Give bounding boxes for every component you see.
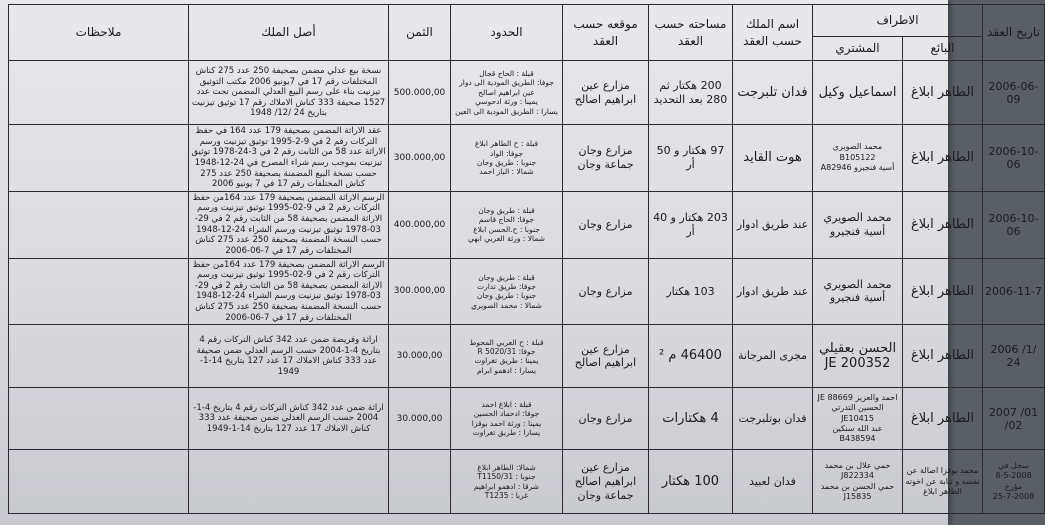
cell-origin: اراثة ضمن عدد 342 كناش التركات رقم 4 بتاريخ 4-1-2004 حسب الرسم العدلي ضمن صحيفة عدد 333 كناش الاملاك 17 عدد 127 بتاريخ 14-1-1949 (189, 388, 389, 450)
cell-notes (9, 61, 189, 125)
cell-buyer: محمد الصويري أسية فنجيرو (813, 258, 903, 325)
header-area: مساحته حسب العقد (649, 5, 733, 61)
cell-origin: الرسم الاراثة المضمن بصحيفة 179 عدد 164من حفظ التركات رقم 2 في 9-02-1995 توثيق تيزنيت ورسم الاراثة المضمن بصحيفة 58 من الثابت رقم 2 في 29-03-1978 توثيق تيزنيت ورسم الشراء 24-12-1948 حسب النسخة المضمنة بصحيفة 250 عدد 275 كناش المختلفات رقم 17 في 7-06-2006 (189, 191, 389, 258)
header-row (9, 5, 1045, 37)
cell-price: 400.000,00 (389, 191, 451, 258)
cell-origin: عقد الاراثة المضمن بصحيفة 179 عدد 164 في حفظ التركات رقم 2 في 9-2-1995 توثيق تيزنيت ورسم الاراثة عدد 58 من الثابت رقم 2 في 3-24-1978 توثيق تيزنيت بموجب رسم شراء المصرح في 24-12-1948 حسب نسخة البيع المضمنة بصحيفة 250 عدد 275 كناش المختلفات رقم 17 في 7 يونيو 2006 (189, 125, 389, 192)
cell-date: 2006-06-09 (983, 61, 1045, 125)
cell-notes (9, 125, 189, 192)
table-row (9, 191, 1045, 258)
cell-buyer: محمد الصويري أسية فنجيرو (813, 191, 903, 258)
cell-property: فدان بوتلبرجت (733, 388, 813, 450)
cell-property: هوت القايد (733, 125, 813, 192)
cell-location: مزارع وجان (563, 258, 649, 325)
header-price: الثمن (389, 5, 451, 61)
cell-boundaries: قبلة : طريق وجان جوفا: الحاج قاسم جنوبا : ح.الحسن ابلاغ شمالا : ورثة العربي ابهي (451, 191, 563, 258)
cell-price (389, 450, 451, 514)
cell-price: 300.000,00 (389, 125, 451, 192)
cell-boundaries: قبلة : ابلاغ احمد جوفا: ادحماد الحسين يمينا : ورثة احمد بوقزا يسارا : طريق تغراوت (451, 388, 563, 450)
cell-date: 2006-10-06 (983, 125, 1045, 192)
cell-area: 100 هكتار (649, 450, 733, 514)
cell-boundaries: قبلة : الحاج قجال جوفا: الطريق المودية الى دوار عين ابراهيم اصالح يمينا : ورثة ادحوسي يسارا : الطريق المودية الى العين (451, 61, 563, 125)
cell-buyer: احمد والعزيز JE 88669 الحسين التدرتي JE10415 عبد الله سنكين B438594 (813, 388, 903, 450)
header-buyer: المشتري (813, 37, 903, 61)
cell-property: عند طريق ادوار (733, 191, 813, 258)
cell-buyer: محمد الصويري B105122 أسية فنجيرو A82946 (813, 125, 903, 192)
cell-price: 30.000,00 (389, 325, 451, 388)
cell-price: 500.000,00 (389, 61, 451, 125)
cell-price: 30.000,00 (389, 388, 451, 450)
table-row (9, 61, 1045, 125)
cell-location: مزارع وجان جماعة وجان (563, 125, 649, 192)
cell-location: مزارع وجان (563, 191, 649, 258)
header-seller: البائع (903, 37, 983, 61)
cell-origin: نسخة بيع عدلي مضمن بصحيفة 250 عدد 275 كناش المختلفات رقم 17 في 7يونيو 2006 مكتب التوثيق تيزنيت بناء على رسم البيع العدلي المضمن تحت عدد 1527 صحيفة 333 كناش الاملاك رقم 17 توثيق تيزنيت بتاريخ 24 /12/ 1948 (189, 61, 389, 125)
header-parties: الاطراف (813, 5, 983, 37)
cell-location: مزارع عين ابراهيم اصالح (563, 325, 649, 388)
cell-date: 2007 /01 /02 (983, 388, 1045, 450)
cell-date: 2006 /1/ 24 (983, 325, 1045, 388)
header-notes: ملاحظات (9, 5, 189, 61)
cell-location: مزارع وجان (563, 388, 649, 450)
cell-notes (9, 191, 189, 258)
cell-property: فدان لعبيد (733, 450, 813, 514)
cell-seller: الطاهر ابلاغ (903, 61, 983, 125)
cell-origin (189, 450, 389, 514)
cell-property: فدان تلبرجت (733, 61, 813, 125)
cell-area: 103 هكتار (649, 258, 733, 325)
cell-notes (9, 388, 189, 450)
header-date: تاريخ العقد (983, 5, 1045, 61)
cell-notes (9, 450, 189, 514)
cell-origin: اراثة وفريضة ضمن عدد 342 كناش التركات رقم 4 بتاريخ 4-1-2004 حسب الرسم العدلي ضمن صحيفة عدد 333 كناش الاملاك 17 عدد 127 بتاريخ 14-1-1949 (189, 325, 389, 388)
cell-date: سجل في 8-5-2008 مؤرخ 25-7-2008 (983, 450, 1045, 514)
cell-property: عند طريق ادوار (733, 258, 813, 325)
cell-seller: محمد بوقزا اصالة عن نفسه و نيابة عن اخوته الطاهر ابلاغ (903, 450, 983, 514)
cell-notes (9, 325, 189, 388)
cell-location: مزارع عين ابراهيم اصالح (563, 61, 649, 125)
cell-location: مزارع عين ابراهيم اصالح جماعة وجان (563, 450, 649, 514)
cell-area: 46400 م ² (649, 325, 733, 388)
cell-area: 203 هكتار و 40 أر (649, 191, 733, 258)
cell-origin: الرسم الاراثة المضمن بصحيفة 179 عدد 164من حفظ التركات رقم 2 في 9-02-1995 توثيق تيزنيت ورسم الاراثة المضمن بصحيفة 58 من الثابت رقم 2 في 29-03-1978 توثيق تيزنيت ورسم الشراء 24-12-1948 حسب النسخة المضمنة بصحيفة 250 عدد 275 كناش المختلفات رقم 17 في 7-06-2006 (189, 258, 389, 325)
table-row (9, 388, 1045, 450)
cell-boundaries: قبلة : طريق وجان جوفا: طريق تدارت جنوبا : طريق وجان شمالا : محمد الصويري (451, 258, 563, 325)
cell-buyer: حمي علال بن محمد J822334 حمي الحسن بن محمد J15835 (813, 450, 903, 514)
cell-boundaries: قبلة : ح العربي المحوط جوفا: R 5020/31 يمينا : طريق تغراوت يسارا : ادهمو ابرام (451, 325, 563, 388)
cell-area: 200 هكتار ثم 280 بعد التحديد (649, 61, 733, 125)
header-property-name: اسم الملك حسب العقد (733, 5, 813, 61)
table-row (9, 450, 1045, 514)
table-row (9, 125, 1045, 192)
cell-buyer: الحسن بعقيلي JE 200352 (813, 325, 903, 388)
cell-date: 2006-11-7 (983, 258, 1045, 325)
cell-seller: الطاهر ابلاغ (903, 125, 983, 192)
table-row (9, 258, 1045, 325)
cell-seller: الطاهر ابلاغ (903, 258, 983, 325)
cell-seller: الطاهر ابلاغ (903, 325, 983, 388)
cell-property: مجرى المرجانة (733, 325, 813, 388)
cell-buyer: اسماعيل وكيل (813, 61, 903, 125)
cell-notes (9, 258, 189, 325)
table-row (9, 325, 1045, 388)
cell-area: 97 هكتار و 50 أر (649, 125, 733, 192)
header-origin: أصل الملك (189, 5, 389, 61)
cell-seller: الطاهر ابلاغ (903, 388, 983, 450)
header-boundaries: الحدود (451, 5, 563, 61)
cell-boundaries: قبلة : ح الطاهر ابلاغ جوفا: الواد جنوبا : طريق وجان شمالا : الباز احمد (451, 125, 563, 192)
cell-date: 2006-10-06 (983, 191, 1045, 258)
cell-boundaries: شمالا: الطاهر ابلاغ جنوبا : T1150/31 شرقا : ادهمو ابراهيم غربا : T1235 (451, 450, 563, 514)
header-location: موقعه حسب العقد (563, 5, 649, 61)
cell-seller: الطاهر ابلاغ (903, 191, 983, 258)
cell-area: 4 هكتارات (649, 388, 733, 450)
cell-price: 300.000,00 (389, 258, 451, 325)
property-ledger-table (8, 4, 1045, 514)
